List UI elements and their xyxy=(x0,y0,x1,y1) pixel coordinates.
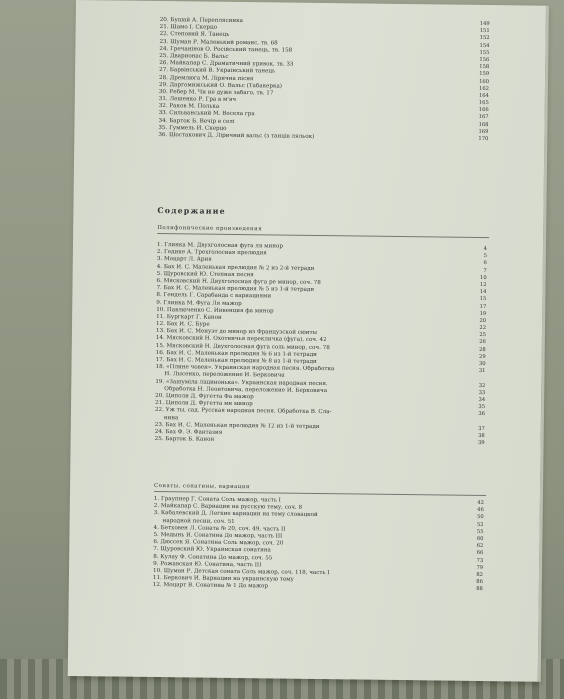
entry-page-number: 159 xyxy=(479,71,490,78)
entry-page-number: 10 xyxy=(479,274,487,281)
entry-page-number: 31 xyxy=(478,368,486,375)
entry-title: 16. Бах И. С. Маленькая прелюдия № 6 из 1-й тетради xyxy=(155,349,317,358)
entry-title: 27. Барвінський В. Український танець xyxy=(159,67,276,75)
entry-title: 22. Степовий Я. Танець xyxy=(159,31,230,39)
entry-title: 10. Шуман Р. Детская соната Соль мажор, соч. 118, часть I xyxy=(152,567,330,577)
entry-page-number: 82 xyxy=(476,571,484,578)
entry-title: 23. Шуман Р. Маленький романс, тв. 68 xyxy=(159,38,278,47)
entry-title: 9. Рожавская Ю. Сонатина, часть III xyxy=(153,560,262,568)
entry-page-number: 4 xyxy=(483,245,488,253)
entry-page-number: 79 xyxy=(476,564,484,571)
entry-title: 9. Глинка М. Фуга Ля мажор xyxy=(156,299,242,307)
entry-page-number: 37 xyxy=(478,425,485,432)
entry-page-number: 46 xyxy=(477,507,484,514)
entry-page-number: 17 xyxy=(479,303,487,310)
entry-title: 14. Мясковский Н. Охотничья перекличка (фуга), соч. 42 xyxy=(155,335,327,344)
entry-page-number: 19 xyxy=(479,310,487,317)
previous-contents-list xyxy=(158,17,489,143)
entry-title: 19. «Зашумiла лiщинонька». Украинская народная песня. xyxy=(155,378,328,387)
entry-page-number: 36 xyxy=(478,411,486,418)
entry-title: 11. Беркович И. Вариации на украинскую тему xyxy=(152,575,294,583)
entry-title: 2. Майкапар С. Вариации на русскую тему, соч. 8 xyxy=(153,503,303,511)
entry-title: 23. Бах И. С. Маленькая прелюдия № 12 из 1-й тетради xyxy=(154,421,320,430)
entry-title: 26. Майкапар С. Драматичний уривок, тв. 33 xyxy=(159,60,294,68)
entry-title: 18. «Плине човен». Украинская народная песня. Обработка xyxy=(155,364,335,373)
entry-title: 21. Шамо І. Скерцо xyxy=(159,24,218,31)
entry-page-number: 15 xyxy=(479,296,487,303)
entry-title: 25. Барток Б. Канон xyxy=(154,436,215,443)
entry-title: 15. Мясковский Н. Двухголосная фуга соль минор, соч. 78 xyxy=(155,342,330,351)
entry-title: Обработка Н. Леонтовича, переложение И. Берковича xyxy=(164,385,328,394)
entry-title: 6. Дюссек Я. Сонатина Соль мажор, соч. 20 xyxy=(153,539,284,547)
entry-title: 25. Дварионас Б. Вальс xyxy=(159,52,229,60)
sonatas-list xyxy=(153,496,484,593)
entry-page-number: 55 xyxy=(476,528,484,535)
entry-title: 34. Барток Б. Вечір в селі xyxy=(158,117,235,125)
section-heading-sonatas: Сонаты, сонатины, вариации xyxy=(154,482,251,491)
entry-page-number: 12 xyxy=(479,281,487,288)
entry-title: 12. Моцарт В. Сонатина № 1 До мажор xyxy=(152,582,268,590)
contents-heading: Содержание xyxy=(157,206,226,216)
entry-page-number: 155 xyxy=(479,49,490,56)
entry-title: 5. Щуровский Ю. Степная песня xyxy=(156,270,254,278)
entry-page-number: 166 xyxy=(478,107,489,114)
entry-page-number: 160 xyxy=(479,78,490,85)
entry-page-number: 6 xyxy=(483,260,487,267)
section-divider xyxy=(157,233,489,238)
entry-page-number: 73 xyxy=(476,557,484,564)
book-page xyxy=(68,0,546,682)
entry-page-number: 7 xyxy=(483,267,487,274)
entry-title: 33. Сильванський М. Весела гра xyxy=(158,110,255,118)
entry-title: 7. Бах И. С. Маленькая прелюдия № 5 из 1-й тетради xyxy=(156,285,315,294)
entry-page-number: 168 xyxy=(478,121,489,128)
entry-page-number: 33 xyxy=(478,389,486,396)
section-heading-polyphonic: Полифонические произведения xyxy=(157,225,263,233)
section-divider xyxy=(154,491,486,496)
entry-title: Н. Лысенко, переложение И. Берковича xyxy=(164,371,285,379)
entry-title: 3. Кабалевский Д. Легкие вариации на тему словацкой xyxy=(153,510,318,519)
entry-title: 1. Глинка М. Двухголосная фуга ля минор xyxy=(156,242,283,250)
entry-title: 22. Уж ты, сад. Русская народная песня. Обработка В. Сла- xyxy=(154,407,332,416)
polyphonic-works-list xyxy=(155,242,487,447)
entry-page-number: 42 xyxy=(477,499,484,507)
entry-page-number: 26 xyxy=(479,339,486,346)
entry-title: 8. Гендель Г. Сарабанда с вариациями xyxy=(156,292,272,300)
entry-title: 11. Бургкарт Г. Канон xyxy=(156,313,222,321)
entry-title: 20. Бушай А. Переплясинка xyxy=(159,17,244,25)
entry-title: 30. Ребер М. Чи не дуже забаго, тв. 17 xyxy=(158,88,274,97)
entry-page-number: 50 xyxy=(477,514,484,521)
entry-page-number: 149 xyxy=(479,20,490,28)
entry-page-number: 156 xyxy=(479,56,490,63)
entry-title: 24. Гречанінов О. Російський танець, тв. 158 xyxy=(159,45,293,54)
entry-page-number: 170 xyxy=(478,135,489,143)
entry-title: 24. Бах Ф. Э. Фантазия xyxy=(154,428,223,436)
entry-title: народной песни, соч. 51 xyxy=(162,517,235,525)
entry-title: 29. Даргомижський О. Вальс (Табакерка) xyxy=(158,81,283,90)
entry-page-number: 38 xyxy=(478,432,485,439)
entry-page-number: 151 xyxy=(479,28,490,35)
entry-page-number: 35 xyxy=(478,404,486,411)
entry-page-number: 5 xyxy=(483,253,487,260)
entry-page-number: 52 xyxy=(476,521,484,528)
entry-page-number: 158 xyxy=(479,64,490,71)
entry-page-number: 62 xyxy=(476,543,484,550)
entry-title: 7. Щуровский Ю. Украинская сонатина xyxy=(153,546,271,554)
entry-title: 21. Циполи Д. Фугетта ми минор xyxy=(155,400,253,408)
entry-page-number: 30 xyxy=(478,360,486,368)
entry-title: 31. Лешенко Р. Гра в м'яч xyxy=(158,96,237,104)
entry-page-number: 60 xyxy=(476,535,484,542)
entry-page-number: 20 xyxy=(479,317,487,324)
entry-title: 6. Мясковский Н. Двухголосная фуга ре минор, соч. 78 xyxy=(156,277,321,286)
entry-title: 8. Кулау Ф. Сонатина До мажор, соч. 55 xyxy=(153,553,273,561)
entry-title: 1. Граупнер Г. Соната Соль мажор, часть I xyxy=(153,495,281,504)
entry-page-number: 152 xyxy=(479,35,490,42)
entry-title: 32. Раков М. Полька xyxy=(158,103,220,111)
entry-page-number: 34 xyxy=(478,396,486,403)
entry-page-number: 154 xyxy=(479,42,490,49)
entry-page-number: 86 xyxy=(476,578,483,586)
entry-title: нина xyxy=(163,414,179,421)
entry-title: 10. Павлюченко С. Инвенция фа минор xyxy=(156,306,274,315)
entry-title: 4. Бетховен Л. Соната № 20, соч. 49, часть II xyxy=(153,524,286,533)
entry-title: 35. Гуммель Й. Скерцо xyxy=(158,124,227,132)
entry-page-number: 167 xyxy=(478,114,489,121)
entry-title: 28. Дремлюга М. Лірична пісня xyxy=(159,74,254,82)
entry-title: 36. Шостакович Д. Ліричний вальс (з танців ляльок) xyxy=(158,132,315,140)
entry-page-number: 32 xyxy=(478,382,486,389)
entry-title: 20. Циполи Д. Фугетта Фа мажор xyxy=(155,392,254,401)
entry-title: 17. Бах И. С. Маленькая прелюдия № 8 из 1-й тетради xyxy=(155,356,317,365)
entry-page-number: 28 xyxy=(479,346,486,353)
entry-page-number: 39 xyxy=(477,440,485,447)
entry-title: 3. Моцарт Л. Ария xyxy=(156,256,212,264)
entry-page-number: 169 xyxy=(478,128,489,135)
entry-page-number: 66 xyxy=(476,550,484,557)
entry-page-number: 164 xyxy=(478,92,489,99)
entry-title: 12. Бах И. С. Буре xyxy=(156,321,210,328)
entry-title: 13. Бах И. С. Менуэт до минор из Французской сюиты xyxy=(155,328,318,337)
entry-page-number: 88 xyxy=(476,586,483,593)
entry-page-number: 29 xyxy=(479,353,486,360)
entry-page-number: 22 xyxy=(479,325,487,332)
entry-page-number: 162 xyxy=(479,85,489,92)
entry-title: 2. Гедике А. Трехголосная прелюдия xyxy=(156,249,267,257)
entry-page-number: 25 xyxy=(479,332,486,339)
entry-page-number: 14 xyxy=(479,289,487,296)
entry-page-number: 165 xyxy=(478,99,489,107)
entry-title: 4. Бах И. С. Маленькая прелюдия № 2 из 2-й тетради xyxy=(156,263,315,272)
entry-title: 5. Медынь Я. Сонатина До мажор, часть III xyxy=(153,531,283,540)
